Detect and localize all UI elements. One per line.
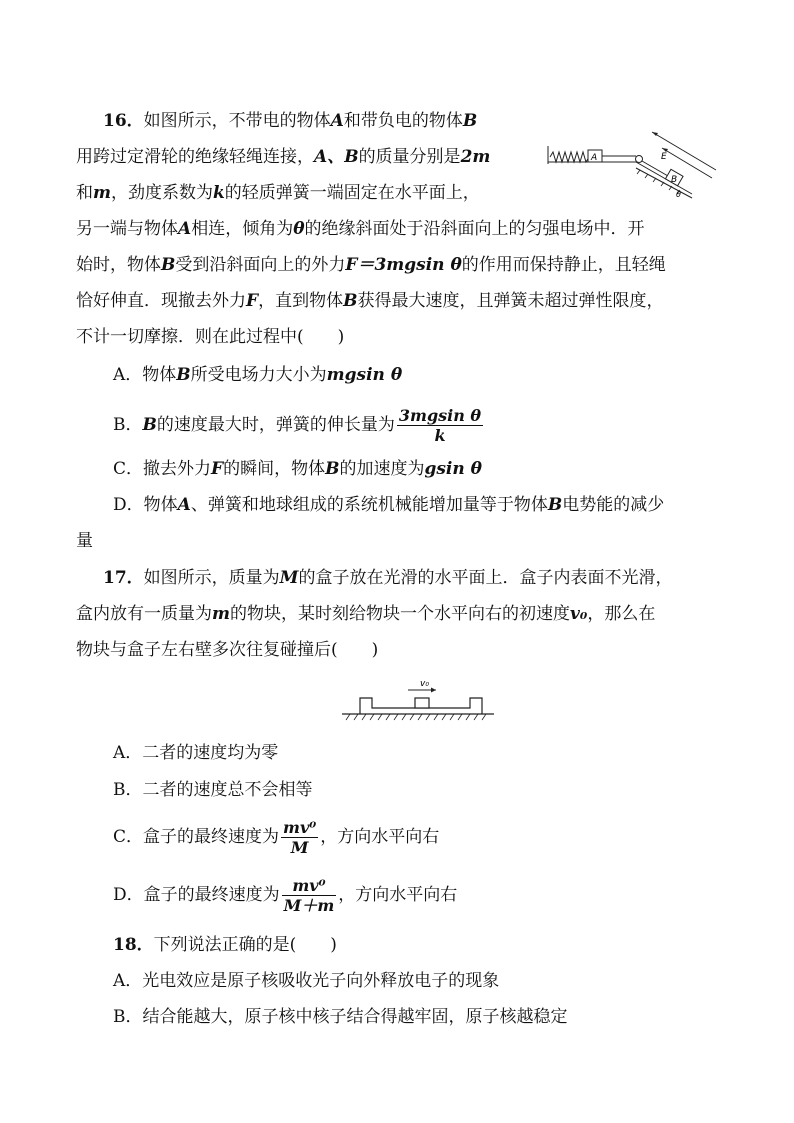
field-label: E	[661, 152, 667, 162]
pulley	[636, 156, 643, 163]
q16-line-1: 16．如图所示，不带电的物体A和带负电的物体B	[103, 111, 478, 131]
velocity-label: v₀	[420, 679, 429, 689]
q17-line-2: 盒内放有一质量为m的物块，某时刻给物块一个水平向右的初速度v₀，那么在	[76, 604, 656, 624]
incline-surface	[636, 162, 692, 194]
q18-option-a: A．光电效应是原子核吸收光子向外释放电子的现象	[113, 971, 500, 991]
small-block	[415, 698, 429, 708]
spring-incline-figure	[544, 126, 720, 202]
box-figure	[338, 676, 498, 722]
q16-option-d-cont: 量	[76, 531, 93, 551]
q16-option-c: C．撤去外力F的瞬间，物体B的加速度为gsin θ	[113, 459, 483, 479]
q17-option-c: C．盒子的最终速度为 $\frac{\text{mv⁰}}{M}$ ，方向水平向右	[113, 818, 440, 857]
q16-line-6: 恰好伸直．现撤去外力F，直到物体B获得最大速度，且弹簧未超过弹性限度，	[76, 291, 664, 311]
fraction: $\frac{\text{mv⁰}}{M}$	[283, 818, 317, 857]
block-b-label: B	[671, 175, 678, 185]
q16-line-7: 不计一切摩擦．则在此过程中( )	[76, 327, 345, 347]
q17-line-3: 物块与盒子左右壁多次往复碰撞后( )	[76, 640, 379, 660]
angle-label: θ	[676, 190, 681, 199]
q17-option-d: D．盒子的最终速度为 $\frac{\text{mv⁰}}{M+m}$ ，方向水平向右	[113, 876, 458, 915]
q16-option-d: D．物体A、弹簧和地球组成的系统机械能增加量等于物体B电势能的减少	[113, 495, 665, 515]
question-number: 17．	[103, 568, 144, 588]
q16-line-5: 始时，物体B受到沿斜面向上的外力F＝3mgsin θ的作用而保持静止，且轻绳	[76, 255, 666, 275]
q16-option-a: A．物体B所受电场力大小为mgsin θ	[113, 365, 403, 385]
q16-line-2: 用跨过定滑轮的绝缘轻绳连接，A、B的质量分别是2m	[76, 147, 491, 167]
q17-option-a: A．二者的速度均为零	[113, 743, 279, 763]
question-number: 16．	[103, 111, 144, 131]
fraction: $\frac{\text{3mgsin θ}}{k}$	[398, 406, 482, 445]
q17-line-1: 17．如图所示，质量为M的盒子放在光滑的水平面上．盒子内表面不光滑，	[103, 568, 673, 588]
q16-line-4: 另一端与物体A相连，倾角为θ的绝缘斜面处于沿斜面向上的匀强电场中．开	[76, 219, 645, 239]
q18-option-b: B．结合能越大，原子核中核子结合得越牢固，原子核越稳定	[113, 1007, 568, 1027]
q18-stem: 18．下列说法正确的是( )	[113, 935, 337, 955]
spring	[550, 152, 589, 162]
field-arrow-1	[652, 132, 716, 170]
block-a-label: A	[591, 153, 598, 163]
question-number: 18．	[113, 935, 154, 955]
fraction: $\frac{\text{mv⁰}}{M+m}$	[283, 876, 335, 915]
ground-hatch	[346, 714, 486, 720]
incline-base	[636, 168, 692, 198]
q17-option-b: B．二者的速度总不会相等	[113, 780, 313, 800]
q16-line-3: 和m，劲度系数为k的轻质弹簧一端固定在水平面上，	[76, 183, 480, 203]
q16-option-b: B．B的速度最大时，弹簧的伸长量为 $\frac{\text{3mgsin θ}}{k}$	[113, 406, 482, 445]
